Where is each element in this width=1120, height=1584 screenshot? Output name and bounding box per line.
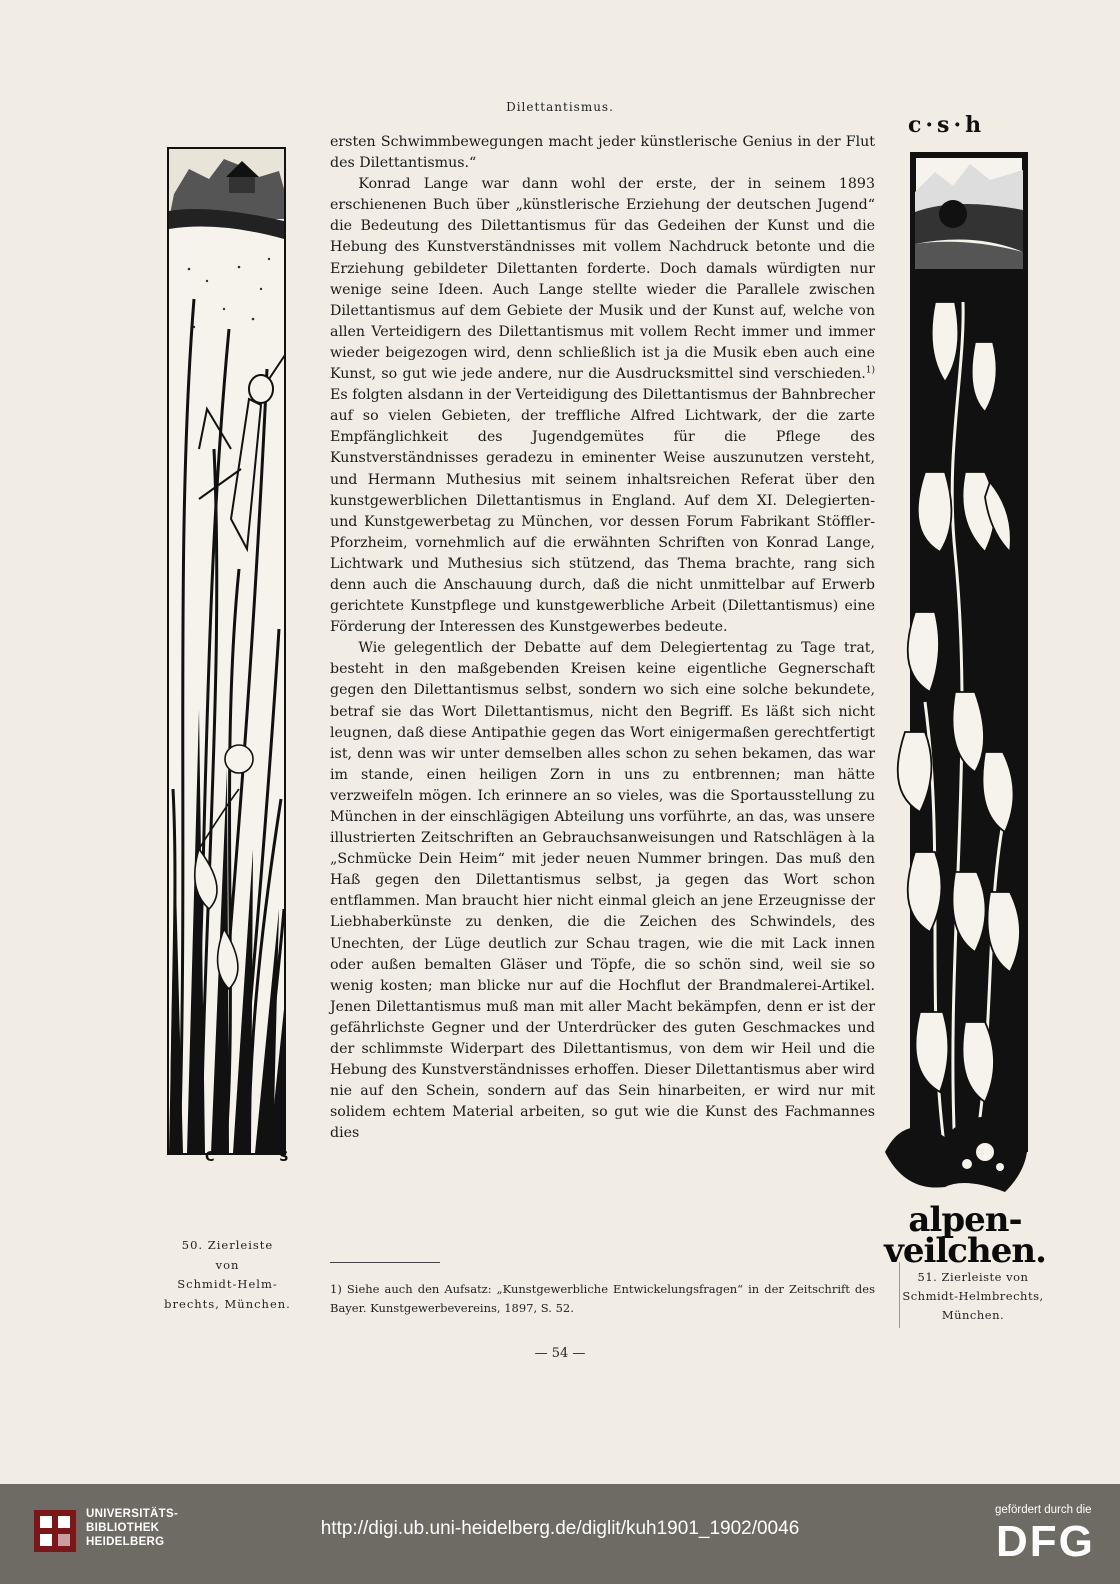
uni-line: HEIDELBERG <box>86 1536 165 1548</box>
cyclamen-illustration <box>885 152 1035 1212</box>
alpenveilchen-lettering <box>880 1200 1050 1271</box>
dfg-logo: DFG <box>996 1517 1095 1566</box>
funding-caption: gefördert durch die <box>995 1504 1092 1516</box>
lettering-line-1: alpen- <box>908 1200 1022 1240</box>
caption-line: Schmidt-Helm- <box>177 1277 278 1291</box>
figure-50-caption <box>160 1236 295 1314</box>
lettering-line-2: veilchen. <box>884 1231 1046 1271</box>
paragraph-3: Wie gelegentlich der Debatte auf dem Delegiertentag zu Tage trat, besteht in den maßgebenden Kreisen keine eigentliche Gegnerschaft gegen den Dilettantismus selbst, sondern wo sich eine solche bekundete, betraf sie das Wort Dilettantismus, nicht den Begriff. Es läßt sich nicht leugnen, daß diese Antipathie gegen das Wort einigermaßen gerechtfertigt ist, denn was wir unter demselben alles schon zu sehen bekamen, das war im stande, einen heiligen Zorn in uns zu entbrennen; man hätte verzweifeln mögen. Ich erinnere an so vieles, was die Sportausstellung zu München in der einschlägigen Abteilung uns vorführte, an das, was unsere illustrierten Zeitschriften an Gebrauchsanweisungen und Ratschlägen à la „Schmücke Dein Heim“ mit jeder neuen Nummer bringen. Das muß den Haß gegen den Dilettantismus selbst, ja gegen das Wort schon entflammen. Man braucht hier nicht einmal gleich an jene Erzeugnisse der Liebhaberkünste zu denken, die die Zeichen des Schwindels, des Unechten, der Lüge deutlich zur Schau tragen, wie die mit Lack innen oder außen bemalten Gläser und Töpfe, die so schön sind, weil sie so wenig kosten; man blicke nur auf die Hochflut der Brandmalerei-Artikel. Jenen Dilettantismus muß man mit aller Macht bekämpfen, denn er ist der gefährlichste Gegner und der Unterdrücker des guten Geschmackes und der schlimmste Widerpart des Dilettantismus, von dem wir Heil und die Hebung des Kunstverständnisses erhoffen. Dieser Dilettantismus aber wird nie auf den Schein, sondern auf das Sein hinarbeiten, er wird nur mit solidem echtem Material arbeiten, so gut wie die Kunst des Fachmannes dies <box>330 640 875 1142</box>
footnote-separator <box>330 1262 440 1263</box>
left-monogram: C S <box>205 1150 319 1165</box>
permalink-url[interactable]: http://digi.ub.uni-heidelberg.de/diglit/kuh1901_1902/0046 <box>320 1518 800 1539</box>
running-head: Dilettantismus. <box>506 100 614 114</box>
body-text <box>330 132 875 1145</box>
left-ornamental-border <box>167 147 286 1155</box>
caption-line: Schmidt-Helmbrechts, <box>902 1289 1044 1303</box>
paragraph-2 <box>330 174 875 638</box>
uni-line: UNIVERSITÄTS- <box>86 1508 179 1520</box>
paragraph-2-text: Konrad Lange war dann wohl der erste, der in seinem 1893 erschienenen Buch über „künstlerische Erziehung der deutschen Jugend“ die Bedeutung des Dilettantismus für das Gedeihen der Kunst und die Hebung des Kunstverständnisses mit vollem Nachdruck betonte und die Erziehung gebildeter Dilettanten forderte. Doch damals würdigten nur wenige seine Ideen. Auch Lange stellte wieder die Parallele zwischen Dilettantismus auf dem Gebiete der Musik und der Kunst auf, welche von allen Verteidigern des Dilettantismus mit vollem Recht immer und immer wieder beigezogen wird, denn schließlich ist ja die Musik eben auch eine Kunst, so gut wie jede andere, nur die Ausdrucksmittel sind verschieden. <box>330 176 875 383</box>
right-ornamental-border <box>910 152 1028 1212</box>
paragraph-2-continued: Es folgten alsdann in der Verteidigung des Dilettantismus der Bahnbrecher auf so vielen Gebieten, der treffliche Alfred Lichtwark, der die zarte Empfänglichkeit des Jugendgemütes für die Pflege des Kunstverständnisses geradezu in eminenter Weise auszunutzen versteht, und Hermann Muthesius mit seinem inhaltsreichen Referat über den kunstgewerblichen Dilettantismus in England. Auf dem XI. Delegierten- und Kunstgewerbetag zu München, vor dessen Forum Fabrikant Stöffler-Pforzheim, vornehmlich auf die erwähnten Schriften von Konrad Lange, Lichtwark und Muthesius sich stützend, das Thema brachte, rang sich denn auch die Anschauung durch, daß die nicht unmittelbar auf Erwerb gerichtete Kunstpflege und kunstgewerbliche Arbeit (Dilettantismus) eine Förderung der Interessen des Kunstgewerbes bedeute. <box>330 387 875 636</box>
footnote-mark: 1) <box>330 1282 342 1296</box>
figure-51-caption <box>893 1268 1053 1325</box>
caption-line: brechts, München. <box>164 1296 291 1311</box>
caption-line: von <box>215 1257 240 1272</box>
footnote-text: Siehe auch den Aufsatz: „Kunstgewerbliche Entwickelungsfragen“ in der Zeitschrift des Bayer. Kunstgewerbevereins, 1897, S. 52. <box>330 1282 876 1315</box>
grasshopper-illustration <box>169 149 284 1153</box>
page-number: — 54 — <box>534 1346 586 1361</box>
footnote-ref: 1) <box>865 365 875 376</box>
caption-line: 50. Zierleiste <box>181 1238 274 1252</box>
footnote <box>330 1280 875 1318</box>
caption-line: 51. Zierleiste von <box>917 1270 1029 1284</box>
uni-line: BIBLIOTHEK <box>86 1522 160 1534</box>
right-monogram: c·s·h <box>908 112 986 138</box>
paragraph-1: ersten Schwimmbewegungen macht jeder künstlerische Genius in der Flut des Dilettantismus.“ <box>330 134 875 172</box>
caption-line: München. <box>941 1308 1005 1322</box>
